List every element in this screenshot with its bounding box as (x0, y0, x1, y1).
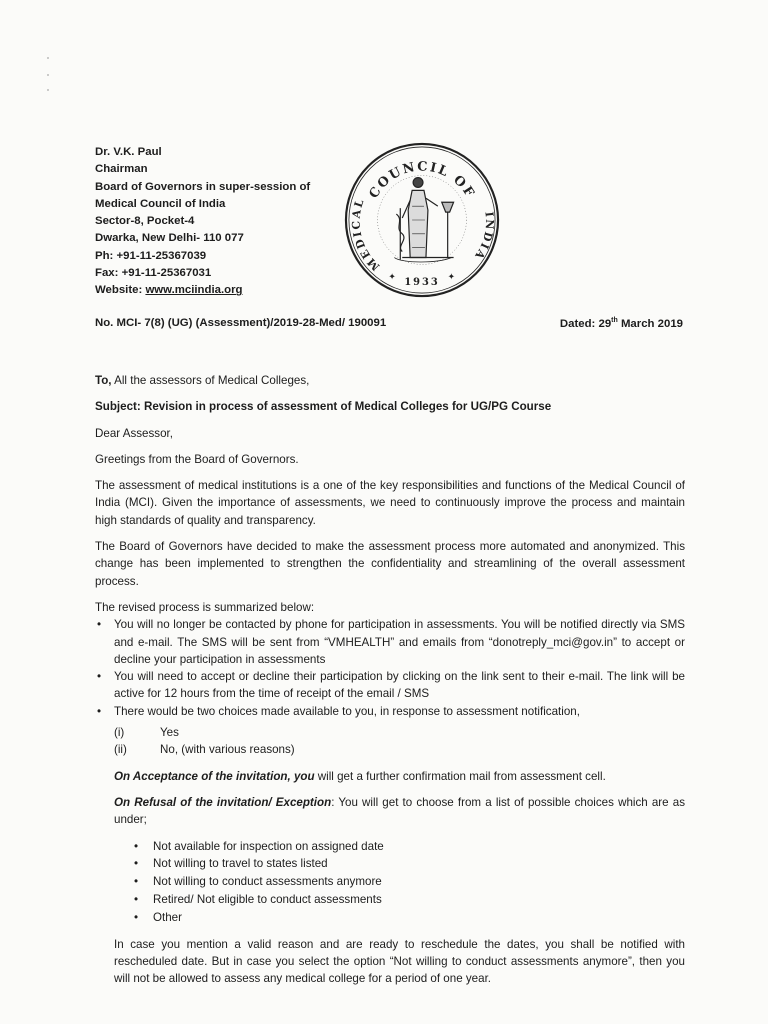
scan-specks (45, 55, 51, 95)
svg-text:✦: ✦ (447, 272, 456, 283)
seal-year: 1933 (404, 277, 440, 289)
choice-list (95, 724, 685, 759)
seal-top-text: COUNCIL OF (366, 159, 478, 202)
sender-name: Dr. V.K. Paul (95, 146, 162, 158)
sender-fax: Fax: +91-11-25367031 (95, 267, 212, 280)
to-label: To, (95, 374, 112, 387)
svg-text:MEDICAL (349, 196, 382, 273)
process-bullet-list (95, 616, 685, 720)
seal-left-text: MEDICAL (349, 195, 383, 274)
refusal-option: • Not willing to travel to states listed (95, 855, 685, 873)
refusal-text: : You will get to choose from a list of possible choices which are as under; (114, 795, 685, 827)
subject-text: Subject: Revision in process of assessment of Medical Colleges for UG/PG Course (95, 400, 552, 414)
sender-address2: Dwarka, New Delhi- 110 077 (95, 232, 244, 245)
process-bullet: • There would be two choices made available to you, in response to assessment notification, (95, 703, 685, 720)
website-link[interactable]: www.mciindia.org (145, 284, 243, 297)
closing-paragraph: In case you mention a valid reason and are ready to reschedule the dates, you shall be notified with rescheduled date. But in case you select the option “Not willing to conduct assessments anymore”, then you will not be allowed to assess any medical college for a period of one year. (114, 937, 685, 986)
to-text: All the assessors of Medical Colleges, (111, 374, 310, 387)
choice-item (95, 724, 685, 741)
choice-text: Yes (160, 726, 179, 740)
sender-org-line1: Board of Governors in super-session of (95, 180, 311, 193)
refusal-options-list (95, 838, 685, 927)
process-bullet: • You will need to accept or decline their participation by clicking on the link sent to their e-mail. The link will be active for 12 hours from the time of receipt of the email / SMS (95, 668, 685, 703)
letter-body (95, 372, 685, 996)
mci-seal-logo (343, 141, 501, 299)
sender-website-line (95, 282, 345, 299)
refusal-option: • Not available for inspection on assigned date (95, 838, 685, 856)
svg-text:INDIA (471, 211, 496, 263)
sender-block (95, 144, 345, 300)
sender-phone: Ph: +91-11-25367039 (95, 249, 207, 262)
subject-line (95, 398, 685, 415)
paragraph-automation: The Board of Governors have decided to make the assessment process more automated and anonymized. This change has been implemented to strengthen the confidentiality and streamlining of the overall assessment process. (95, 540, 685, 588)
seal-right-text: INDIA (471, 210, 497, 263)
seal-figure-icon (394, 178, 453, 262)
refusal-option: • Retired/ Not eligible to conduct assessments (95, 891, 685, 909)
acceptance-paragraph (95, 768, 685, 785)
choice-number: (ii) (114, 743, 127, 757)
acceptance-label: On Acceptance of the invitation, you (114, 769, 315, 783)
date-ordinal: th (611, 317, 618, 324)
refusal-label: On Refusal of the invitation/ Exception (114, 795, 332, 809)
refusal-option: • Other (95, 909, 685, 927)
refusal-option: • Not willing to conduct assessments anymore (95, 873, 685, 891)
reference-number: No. MCI- 7(8) (UG) (Assessment)/2019-28-Med/ 190091 (95, 317, 387, 329)
process-bullet: • You will no longer be contacted by phone for participation in assessments. You will be notified directly via SMS and e-mail. The SMS will be sent from “VMHEALTH” and emails from “donotreply_mci@gov.in” to accept or decline your participation in assessments (95, 616, 685, 668)
svg-text:✦: ✦ (388, 272, 396, 283)
date-prefix: Dated: 29 (559, 317, 612, 330)
refusal-paragraph (95, 794, 685, 829)
choice-item (95, 741, 685, 758)
acceptance-text: will get a further confirmation mail from assessment cell. (314, 769, 606, 783)
sender-title: Chairman (95, 163, 148, 176)
letter-date (560, 317, 683, 330)
paragraph-importance: The assessment of medical institutions is a one of the key responsibilities and functions of the Medical Council of India (MCI). Given the importance of assessments, we need to continuously improve the process and maintain high standards of quality and transparency. (95, 479, 685, 527)
salutation: Dear Assessor, (95, 426, 173, 440)
sender-org-line2: Medical Council of India (95, 197, 226, 210)
revised-process-intro: The revised process is summarized below: (95, 600, 315, 614)
website-label: Website: (95, 284, 146, 297)
choice-text: No, (with various reasons) (160, 743, 295, 757)
sender-address1: Sector-8, Pocket-4 (95, 215, 195, 228)
addressee-line (95, 372, 685, 389)
choice-number: (i) (114, 726, 125, 740)
greeting: Greetings from the Board of Governors. (95, 452, 299, 466)
date-suffix: March 2019 (617, 317, 683, 330)
